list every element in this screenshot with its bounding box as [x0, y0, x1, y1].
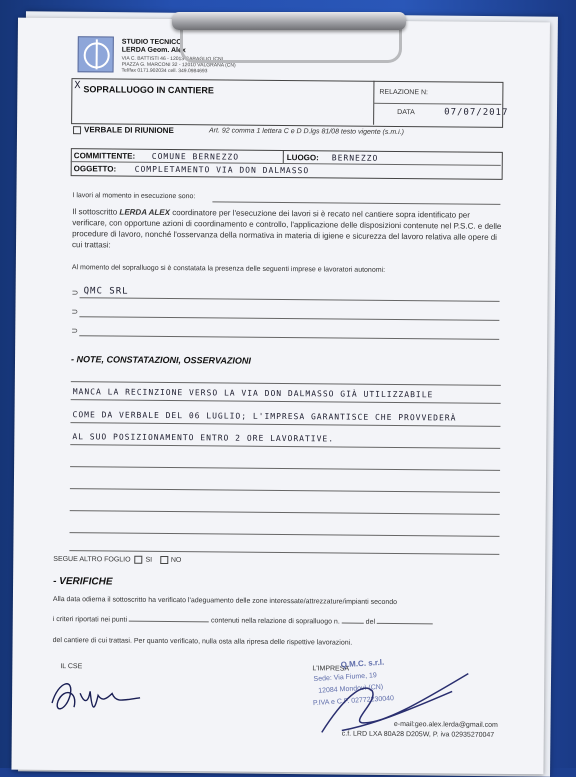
verbale-row [73, 125, 174, 135]
committente-value: COMUNE BERNEZZO [151, 151, 240, 162]
verifiche-line-2 [53, 616, 433, 626]
impresa-bullet-2: ⊃ [71, 307, 79, 317]
stamp-address: Sede: Via Fiume, 19 [313, 672, 377, 684]
note-text-3: AL SUO POSIZIONAMENTO ENTRO 2 ORE LAVORATIVE. [72, 432, 335, 444]
intro-text: coordinatore per l'esecuzione dei lavori si è recato nel cantiere sopra identificato per verificare, con opportune azioni di coordinamento e controllo, l'applicazione delle disposizioni contenute nel P.S.C. e delle procedure di lavoro, nonché l'osservanza della normativa in materia di igiene e sicurezza del lavoro relativa alle opere di cui trattasi: [71, 208, 502, 250]
note-line-6 [70, 510, 500, 515]
verifiche-contenuti: contenuti nella relazione di sopralluogo n. [210, 617, 340, 626]
lavori-line [212, 201, 500, 205]
sopralluogo-label: SOPRALLUOGO IN CANTIERE [83, 84, 214, 96]
note-line-4 [70, 466, 500, 471]
note-line-5 [70, 488, 500, 493]
studio-address-2: PIAZZA G. MARCONI 32 - 12010 VALGRANA (CN) [121, 61, 236, 69]
stamp-name: Q.M.C. s.r.l. [340, 657, 385, 670]
cse-signature [44, 673, 164, 719]
impresa-line-1 [80, 297, 500, 302]
studio-name: STUDIO TECNICO [121, 38, 182, 47]
sopralluogo-checkmark: X [74, 80, 82, 92]
impresa-line-2 [79, 316, 499, 321]
oggetto-value: COMPLETAMENTO VIA DON DALMASSO [134, 164, 310, 176]
committente-label: COMMITTENTE: [73, 151, 136, 161]
luogo-label: LUOGO: [286, 153, 319, 163]
luogo-value: BERNEZZO [331, 153, 379, 163]
note-text-2: COME DA VERBALE DEL 06 LUGLIO; L'IMPRESA GARANTISCE CHE PROVVEDERÀ [72, 410, 457, 423]
verbale-label: VERBALE DI RIUNIONE [83, 125, 174, 136]
cse-label: IL CSE [60, 663, 83, 671]
logo-line-icon [96, 39, 98, 69]
altro-foglio-row [53, 555, 181, 564]
clip-bar [172, 12, 406, 30]
altro-foglio-label: SEGUE ALTRO FOGLIO [53, 555, 131, 564]
presenza-label: Al momento del sopralluogo si è constatata la presenza delle seguenti imprese e lavoratori autonomi: [71, 264, 386, 274]
oggetto-label: OGGETTO: [73, 164, 117, 174]
note-line-top [71, 381, 501, 386]
impresa-1: QMC SRL [83, 286, 129, 297]
stamp-piva: P.IVA e C.F. 02772230040 [312, 695, 395, 708]
no-label: NO [170, 556, 182, 564]
si-checkbox[interactable] [134, 556, 142, 564]
committente-divider [283, 150, 284, 163]
note-title: - NOTE, CONSTATAZIONI, OSSERVAZIONI [70, 354, 251, 366]
footer-piva: P. iva 02935270047 [432, 731, 495, 739]
note-line-1 [71, 399, 501, 404]
verbale-checkbox[interactable] [73, 126, 81, 134]
del-blank[interactable] [377, 623, 433, 624]
relazione-n-blank[interactable] [342, 623, 364, 624]
intro-name: LERDA ALEX [119, 207, 171, 218]
no-checkbox[interactable] [160, 556, 168, 564]
studio-phone: Tel/fax 0171.902034 cell. 349.0984693 [121, 67, 208, 75]
verifiche-title: - VERIFICHE [53, 576, 113, 588]
note-line-2 [70, 422, 500, 427]
document-page [11, 18, 550, 775]
data-value: 07/07/2017 [444, 107, 509, 118]
note-line-7 [70, 532, 500, 537]
clipboard-clip [172, 8, 406, 66]
footer-cf: c.f. LRD LXA 80A28 D205W, [341, 730, 431, 739]
intro-paragraph [72, 206, 502, 254]
note-line-8 [69, 550, 499, 555]
data-label: DATA [397, 108, 415, 117]
stamp-city: 12084 Mondovì (CN) [318, 683, 384, 695]
studio-address-1: VIA C. BATTISTI 46 - 12013 CARAGLIO (CN) [121, 55, 224, 63]
verifiche-del: del [365, 618, 376, 626]
verbale-reference: Art. 92 comma 1 lettera C e D D.lgs 81/08 testo vigente (s.m.i.) [208, 127, 404, 137]
note-line-3 [70, 444, 500, 449]
impresa-signature [302, 657, 483, 742]
impresa-bullet-3: ⊃ [71, 326, 79, 336]
impresa-bullet-1: ⊃ [71, 288, 79, 298]
verifiche-line-1: Alla data odierna il sottoscritto ha verificato l'adeguamento delle zone interessate/attrezzature/impianti secondo [52, 596, 398, 607]
footer-cf-row [342, 731, 494, 739]
studio-owner: LERDA Geom. Alex [121, 46, 186, 55]
verifiche-line-3: del cantiere di cui trattasi. Per quanto verificato, nulla osta alla ripresa delle rispettive lavorazioni. [52, 637, 353, 647]
verifiche-criteri: i criteri riportati nei punti [52, 616, 128, 624]
lavori-label: I lavori al momento in esecuzione sono: [72, 192, 196, 201]
punti-blank[interactable] [129, 621, 209, 623]
si-label: SI [145, 556, 153, 564]
impresa-line-3 [79, 335, 499, 340]
intro-prefix: Il sottoscritto [72, 207, 118, 217]
note-text-1: MANCA LA RECINZIONE VERSO LA VIA DON DALMASSO GIÀ UTILIZZABILE [72, 387, 434, 400]
impresa-label: L'IMPRESA [312, 665, 350, 673]
relazione-label: RELAZIONE N: [379, 88, 429, 97]
footer-email: e-mail:geo.alex.lerda@gmail.com [393, 720, 498, 729]
studio-logo [78, 36, 114, 72]
